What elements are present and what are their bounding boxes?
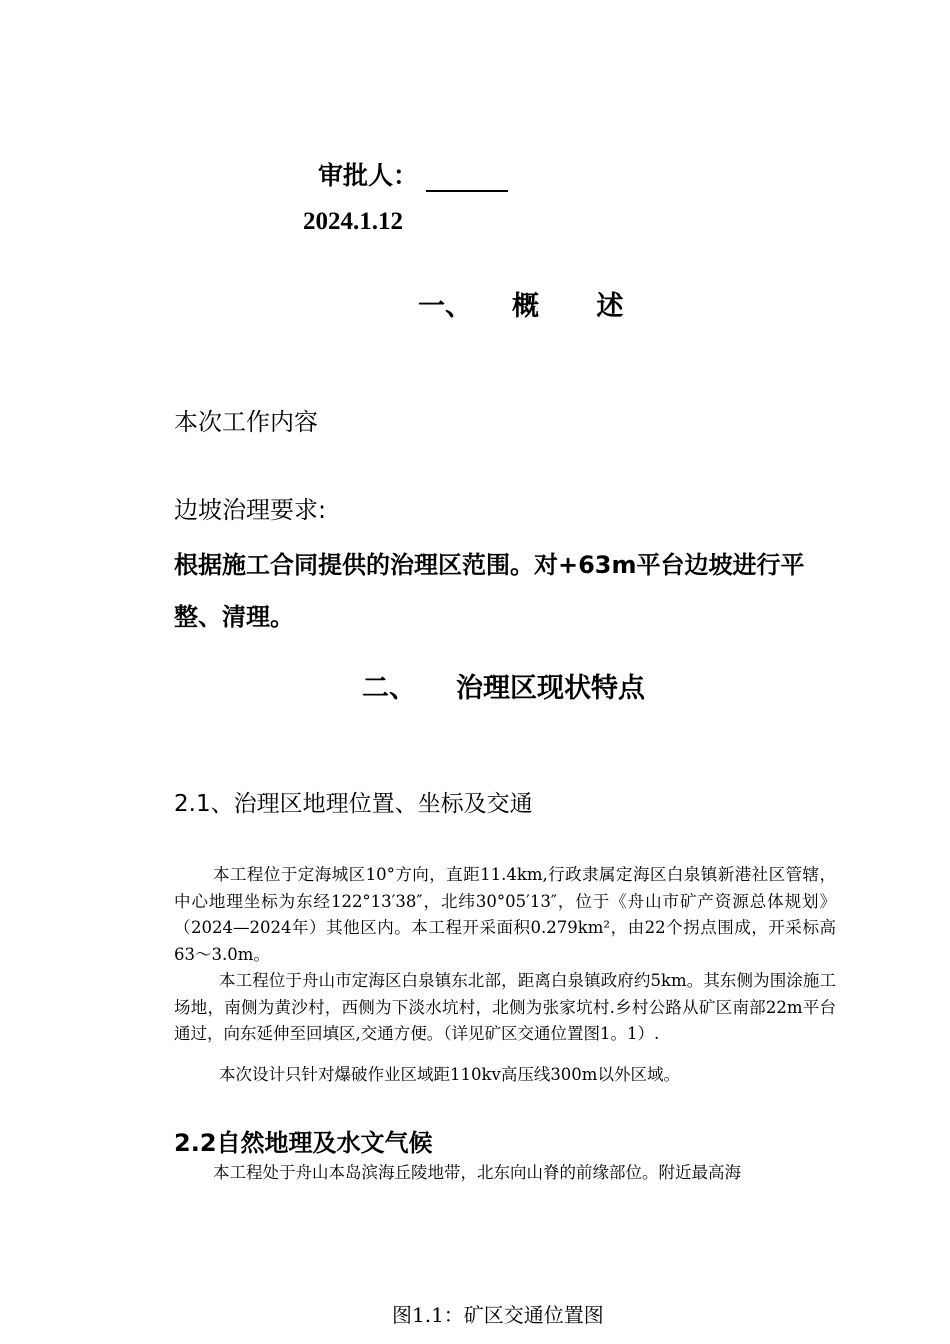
paragraph-scope: 本次设计只针对爆破作业区域距110kv高压线300m以外区域。	[219, 1065, 680, 1084]
work-content-heading: 本次工作内容	[174, 408, 318, 436]
section-1-heading	[418, 284, 647, 323]
paragraph-geography: 本工程处于舟山本岛滨海丘陵地带，北东向山脊的前缘部位。附近最高海	[213, 1163, 741, 1182]
section-2-heading	[362, 666, 645, 705]
paragraph-traffic: 本工程位于舟山市定海区白泉镇东北部，距离白泉镇政府约5km。其东侧为围涂施工场地，南侧为黄沙村，西侧为下淡水坑村，北侧为张家坑村.乡村公路从矿区南部22m平台通过，向东延伸至回填区,交通方便。（详见矿区交通位置图1。1）.	[174, 971, 836, 1043]
approver-signature-line	[426, 168, 508, 192]
approval-date: 2024.1.12	[303, 208, 403, 235]
approver-field	[318, 156, 508, 192]
subsection-2-1-heading: 2.1、治理区地理位置、坐标及交通	[174, 791, 533, 817]
section-1-title: 概 述	[512, 291, 648, 322]
section-1-number: 一、	[418, 291, 472, 322]
figure-caption: 图1.1：矿区交通位置图	[392, 1303, 604, 1327]
paragraph-location: 本工程位于定海城区10°方向，直距11.4km,行政隶属定海区白泉镇新港社区管辖，中心地理坐标为东经122°13′38″，北纬30°05′13″，位于《舟山市矿产资源总体规划》（2024—2024年）其他区内。本工程开采面积0.279km²，由22个拐点围成，开采标高63～3.0m。	[174, 865, 836, 964]
slope-requirement-label: 边坡治理要求:	[174, 496, 327, 524]
subsection-2-2-heading: 2.2自然地理及水文气候	[174, 1129, 433, 1157]
approver-label: 审批人：	[318, 161, 419, 190]
section-2-title: 治理区现状特点	[456, 673, 645, 704]
slope-requirement-text: 根据施工合同提供的治理区范围。对+63m平台边坡进行平整、清理。	[174, 551, 805, 631]
section-2-number: 二、	[362, 673, 416, 704]
